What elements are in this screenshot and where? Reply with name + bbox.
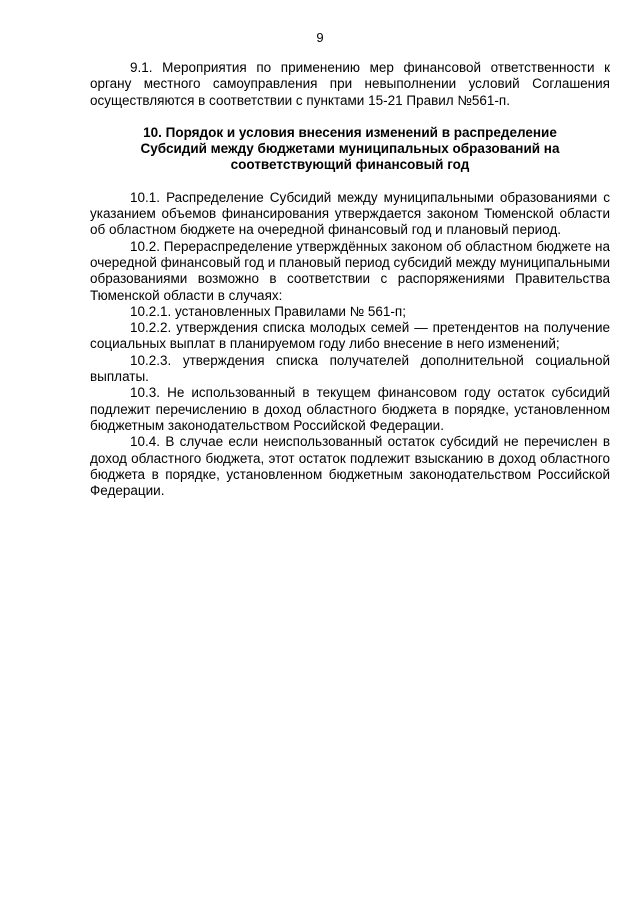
paragraph-9-1: 9.1. Мероприятия по применению мер финансовой ответственности к органу местного самоуправления при невыполнении условий Соглашения осуществляются в соответствии с пунктами 15-21 Правил №561-п. xyxy=(90,60,610,108)
paragraph-10-2-3: 10.2.3. утверждения списка получателей дополнительной социальной выплаты. xyxy=(90,352,610,385)
page-number: 9 xyxy=(316,30,324,45)
document-body xyxy=(90,60,610,499)
paragraph-10-2-1: 10.2.1. установленных Правилами № 561-п; xyxy=(130,303,406,319)
paragraph-10-2-2: 10.2.2. утверждения списка молодых семей — претендентов на получение социальных выплат в планируемом году либо внесение в него изменений; xyxy=(90,320,610,352)
section-title-10: 10. Порядок и условия внесения изменений в распределение Субсидий между бюджетами муниципальных образований на соответствующий финансовый год xyxy=(140,124,560,173)
paragraph-10-4: 10.4. В случае если неиспользованный остаток субсидий не перечислен в доход областного бюджета, этот остаток подлежит взысканию в доход областного бюджета в порядке, установленном бюджетным законодательством Российской Федерации. xyxy=(90,434,610,499)
paragraph-10-2: 10.2. Перераспределение утверждённых законом об областном бюджете на очередной финансовый год и плановый период субсидий между муниципальными образованиями возможно в соответствии с распоряжениями Правительства Тюменской области в случаях: xyxy=(90,238,610,303)
paragraph-10-3: 10.3. Не использованный в текущем финансовом году остаток субсидий подлежит перечислению в доход областного бюджета в порядке, установленном бюджетным законодательством Российской Федерации. xyxy=(90,385,610,433)
paragraph-10-1: 10.1. Распределение Субсидий между муниципальными образованиями с указанием объемов финансирования утверждается законом Тюменской области об областном бюджете на очередной финансовый год и плановый период. xyxy=(90,189,610,238)
